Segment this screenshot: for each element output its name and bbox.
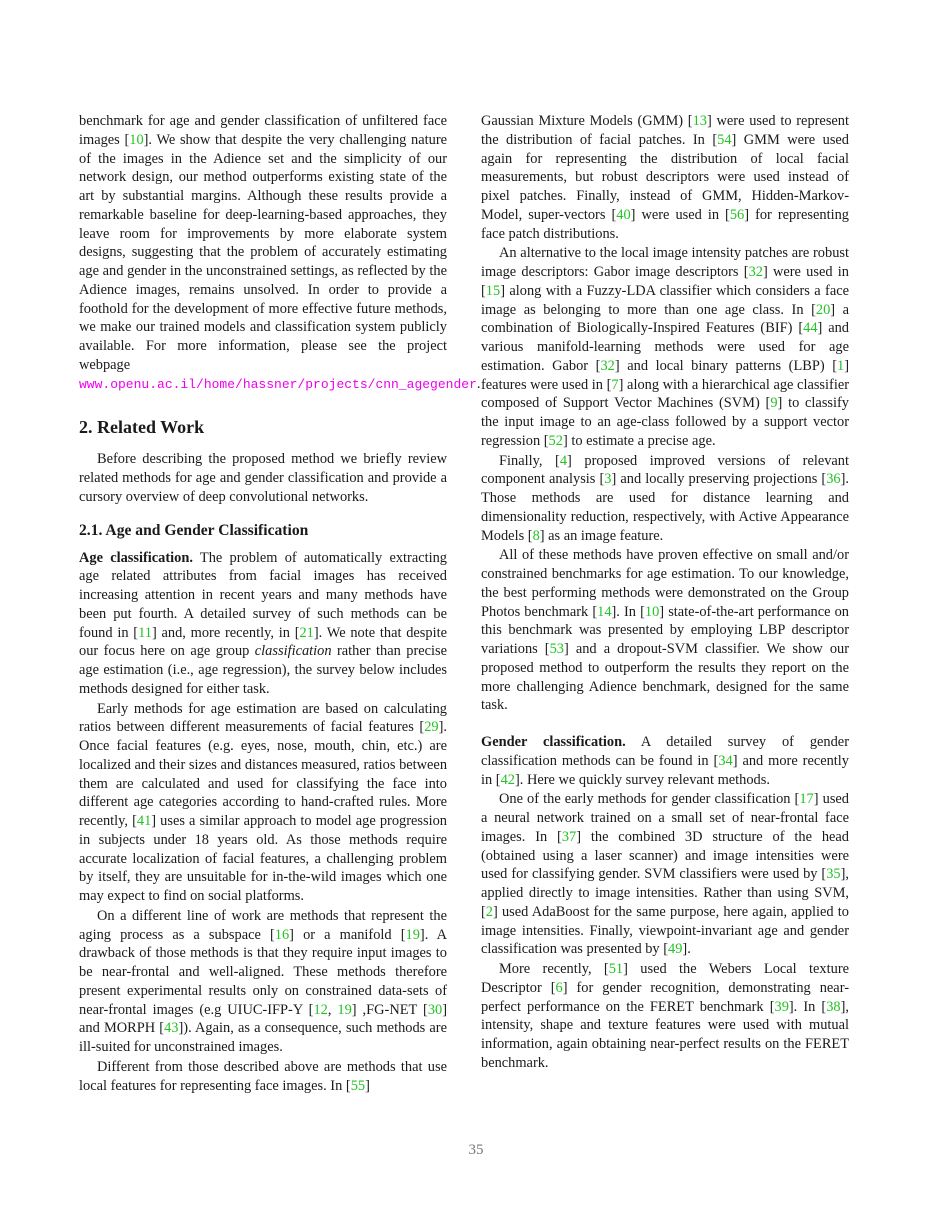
recent-gender-paragraph: More recently, [51] used the Webers Local texture Descriptor [6] for gender recognition, demonstrating near-perfect performance on the FERET benchmark [39]. In [38], intensity, shape and texture features were used with mutual information, again obtaining near-perfect results on the FERET benchmark. <box>481 961 850 1071</box>
citation-link[interactable]: 34 <box>718 752 733 769</box>
related-work-paragraph: Before describing the proposed method we briefly review related methods for age and gender classification and provide a cursory overview of deep convolutional networks. <box>79 451 447 505</box>
citation-link[interactable]: 9 <box>770 395 778 412</box>
citation-link[interactable]: 21 <box>299 624 314 641</box>
citation-link[interactable]: 56 <box>729 206 745 223</box>
citation-link[interactable]: 7 <box>611 376 619 393</box>
section-title: 2. Related Work <box>79 417 205 438</box>
paragraph-heading: Gender classification. <box>481 734 626 750</box>
citation-link[interactable]: 51 <box>608 961 624 977</box>
citation-link[interactable]: 38 <box>826 998 841 1015</box>
intro-paragraph: benchmark for age and gender classification of unfiltered face images [10]. We show that despite the very challenging nature of the images in the Adience set and the simplicity of our network design, our method outperforms existing state of the art by substantial margins. Although these results provide a remarkable baseline for deep-learning-based approaches, they leave room for improvements by more elaborate system designs, suggesting that the problem of accurately estimating age and gender in the unconstrained settings, as reflected by the Adience images, remains unsolved. In order to provide a foothold for the development of more effective future methods, we make our trained models and classification system publicly available. For more information, please see the project webpage www.openu.ac.il/home/hassner/projects/cnn_agegender. <box>79 113 481 392</box>
citation-link[interactable]: 29 <box>424 719 439 736</box>
citation-link[interactable]: 44 <box>803 320 818 337</box>
subspace-methods-paragraph: On a different line of work are methods that represent the aging process as a subspace [16] or a manifold [19]. A drawback of those methods is that they require input images to be near-frontal and well-aligned. These methods therefore present experimental results only on constrained data-sets of near-frontal images (e.g UIUC-IFP-Y [12, 19] ,FG-NET [30] and MORPH [43]). Again, as a consequence, such methods are ill-suited for unconstrained images. <box>79 907 447 1055</box>
citation-link[interactable]: 40 <box>616 206 631 223</box>
citation-link[interactable]: 53 <box>549 641 564 657</box>
citation-link[interactable]: 41 <box>136 813 152 829</box>
citation-link[interactable]: 39 <box>774 998 789 1015</box>
citation-link[interactable]: 43 <box>164 1020 179 1037</box>
subsection-title: 2.1. Age and Gender Classification <box>79 521 309 539</box>
early-methods-paragraph: Early methods for age estimation are based on calculating ratios between different measurements of facial features [29]. Once facial features (e.g. eyes, nose, mouth, chin, etc.) are localized and their sizes and distances measured, ratios between them are calculated and used for classifying the face into different age categories according to hand-crafted rules. More recently, [41] uses a similar approach to model age progression in subjects under 18 years old. As those methods require accurate localization of facial features, a challenging problem by itself, they are unsuitable for in-the-wild images which one may expect to find on social platforms. <box>79 700 448 904</box>
citation-link[interactable]: 35 <box>826 866 841 883</box>
citation-link[interactable]: 11 <box>138 624 152 641</box>
citation-link[interactable]: 19 <box>337 1001 352 1018</box>
citation-link[interactable]: 32 <box>600 357 615 374</box>
citation-link[interactable]: 37 <box>561 828 577 845</box>
citation-link[interactable]: 14 <box>597 603 612 620</box>
citation-link[interactable]: 13 <box>692 113 707 129</box>
citation-link[interactable]: 8 <box>532 527 540 544</box>
projections-paragraph: Finally, [4] proposed improved versions of relevant component analysis [3] and locally preserving projections [36]. Those methods are used for distance learning and dimensionality reduction, respectively, with Active Appearance Models [8] as an image feature. <box>481 452 849 544</box>
citation-link[interactable]: 17 <box>799 791 814 808</box>
citation-link[interactable]: 55 <box>350 1077 366 1094</box>
citation-link[interactable]: 49 <box>668 941 683 958</box>
age-classification-paragraph: Age classification. The problem of automatically extracting age related attributes from facial images has received increasing attention in recent years and many methods have been put fourth. A detailed survey of such methods can be found in [11] and, more recently, in [21]. We note that despite our focus here on age group classification rather than precise age estimation (i.e., age regression), the survey below includes methods designed for either task. <box>79 549 448 697</box>
left-column <box>79 112 481 1095</box>
project-webpage-link[interactable]: www.openu.ac.il/home/hassner/projects/cnn_agegender <box>79 376 477 392</box>
gmm-paragraph: Gaussian Mixture Models (GMM) [13] were used to represent the distribution of facial patches. In [54] GMM were used again for representing the distribution of local facial measurements, but robust descriptors were used instead of pixel patches. Finally, instead of GMM, Hidden-Markov-Model, super-vectors [40] were used in [56] for representing face patch distributions. <box>481 113 850 242</box>
page-number: 35 <box>468 1142 484 1158</box>
citation-link[interactable]: 16 <box>274 926 290 943</box>
early-gender-paragraph: One of the early methods for gender classification [17] used a neural network trained on a small set of near-frontal face images. In [37] the combined 3D structure of the head (obtained using a laser scanner) and image intensities were used for classifying gender. SVM classifiers were used by [35], applied directly to image intensities. Rather than using SVM, [2] used AdaBoost for the same purpose, here again, applied to image intensities. Finally, viewpoint-invariant age and gender classification was presented by [49]. <box>481 791 849 958</box>
citation-link[interactable]: 30 <box>427 1001 443 1018</box>
citation-link[interactable]: 10 <box>129 131 144 148</box>
benchmarks-paragraph: All of these methods have proven effective on small and/or constrained benchmarks for age estimation. To our knowledge, the best performing methods were demonstrated on the Group Photos benchmark [14]. In [10] state-of-the-art performance on this benchmark was presented by employing LBP descriptor variations [53] and a dropout-SVM classifier. We show our proposed method to outperform the results they report on the more challenging Adience benchmark, designed for the same task. <box>481 547 849 714</box>
descriptors-paragraph: An alternative to the local image intensity patches are robust image descriptors: Gabor image descriptors [32] were used in [15] along with a Fuzzy-LDA classifier which considers a face image as belonging to more than one age class. In [20] a combination of Biologically-Inspired Features (BIF) [44] and various manifold-learning methods were used for age estimation. Gabor [32] and local binary patterns (LBP) [1] features were used in [7] along with a hierarchical age classifier composed of Support Vector Machines (SVM) [9] to classify the input image to an age-class followed by a support vector regression [52] to estimate a precise age. <box>481 245 850 449</box>
right-column <box>481 112 849 1073</box>
citation-link[interactable]: 1 <box>837 357 845 374</box>
citation-link[interactable]: 6 <box>555 979 563 996</box>
citation-link[interactable]: 32 <box>748 264 763 280</box>
citation-link[interactable]: 52 <box>548 432 563 449</box>
citation-link[interactable]: 15 <box>485 282 501 299</box>
citation-link[interactable]: 12 <box>313 1001 328 1018</box>
citation-link[interactable]: 42 <box>500 771 515 788</box>
citation-link[interactable]: 20 <box>815 301 831 318</box>
citation-link[interactable]: 10 <box>644 603 660 620</box>
citation-link[interactable]: 36 <box>826 471 841 488</box>
gender-classification-paragraph: Gender classification. A detailed survey of gender classification methods can be found in [34] and more recently in [42]. Here we quickly survey relevant methods. <box>481 734 850 788</box>
citation-link[interactable]: 4 <box>559 452 568 469</box>
paragraph-heading: Age classification. <box>79 549 193 566</box>
citation-link[interactable]: 2 <box>485 903 493 920</box>
citation-link[interactable]: 54 <box>717 131 732 148</box>
citation-link[interactable]: 19 <box>405 926 420 943</box>
local-features-paragraph: Different from those described above are methods that use local features for representing face images. In [55] <box>79 1058 447 1094</box>
citation-link[interactable]: 3 <box>604 471 612 488</box>
